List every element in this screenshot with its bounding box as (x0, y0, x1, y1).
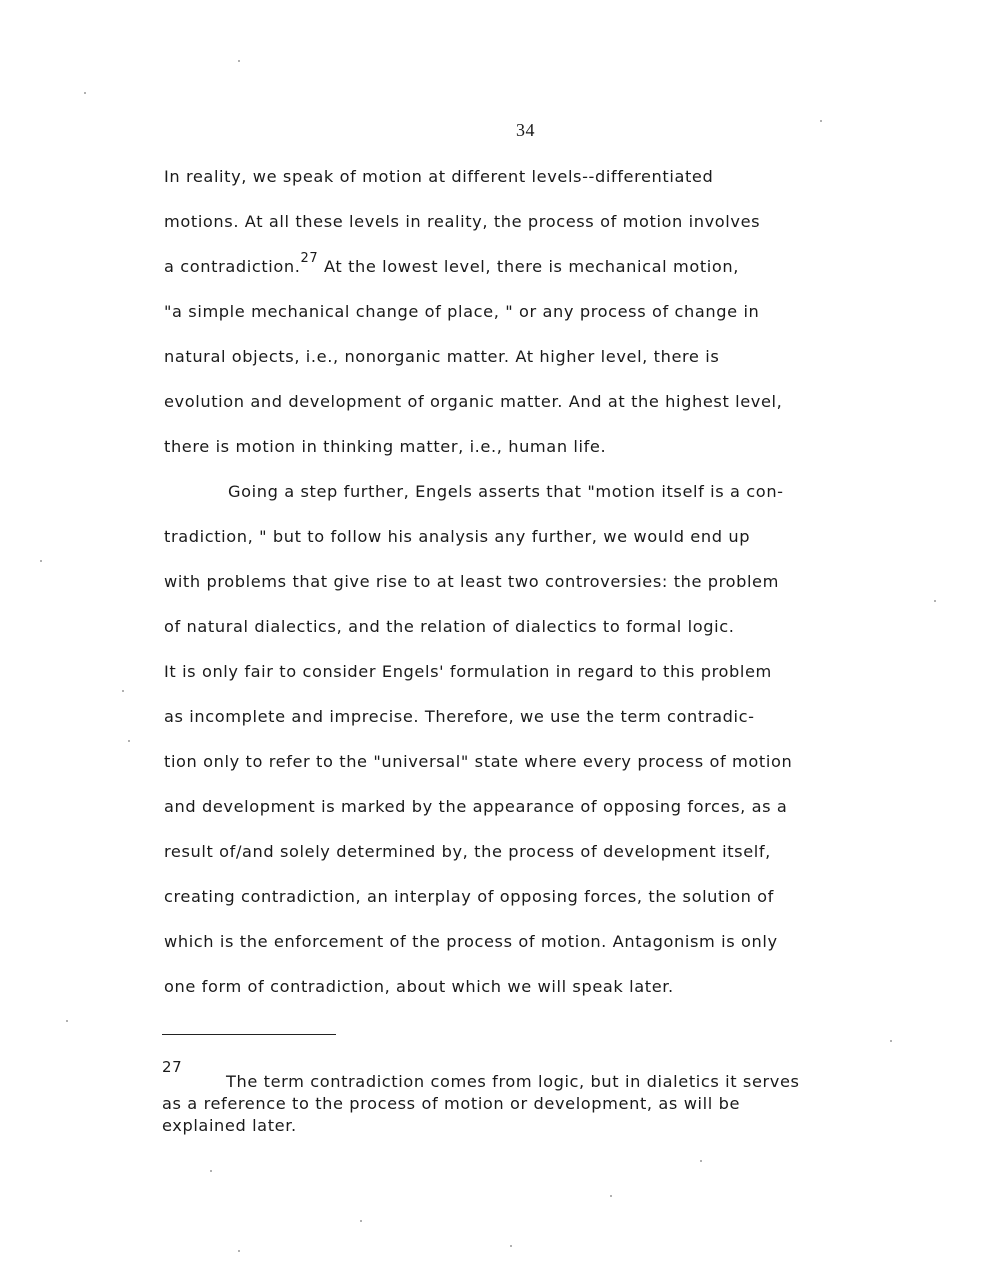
body-line: It is only fair to consider Engels' formulation in regard to this problem (164, 662, 772, 681)
page-number: 34 (516, 120, 535, 140)
body-line: one form of contradiction, about which we will speak later. (164, 977, 674, 996)
scan-speck (210, 1170, 212, 1172)
paragraph-start-line: Going a step further, Engels asserts that "motion itself is a con- (228, 482, 784, 501)
body-line: tion only to refer to the "universal" state where every process of motion (164, 752, 793, 771)
body-line: "a simple mechanical change of place, " or any process of change in (164, 302, 760, 321)
body-line: motions. At all these levels in reality, the process of motion involves (164, 212, 761, 231)
footnote-line: as a reference to the process of motion or development, as will be (162, 1094, 741, 1113)
footnote-number: 27 (162, 1058, 183, 1076)
scan-speck (84, 92, 86, 94)
scan-speck (360, 1220, 362, 1222)
body-line-text: a contradiction. (164, 257, 301, 276)
scan-speck (510, 1245, 512, 1247)
scan-speck (238, 60, 240, 62)
scan-speck (890, 1040, 892, 1042)
body-line: there is motion in thinking matter, i.e., human life. (164, 437, 607, 456)
body-line: result of/and solely determined by, the process of development itself, (164, 842, 771, 861)
body-line: creating contradiction, an interplay of opposing forces, the solution of (164, 887, 774, 906)
scan-speck (66, 1020, 68, 1022)
scan-speck (122, 690, 124, 692)
scan-speck (934, 600, 936, 602)
body-line: which is the enforcement of the process of motion. Antagonism is only (164, 932, 778, 951)
body-line: with problems that give rise to at least two controversies: the problem (164, 572, 779, 591)
body-line-text: At the lowest level, there is mechanical motion, (323, 257, 739, 276)
body-line: natural objects, i.e., nonorganic matter. At higher level, there is (164, 347, 720, 366)
scan-speck (40, 560, 42, 562)
footnote-reference: 27 (300, 250, 319, 266)
footnote-line: explained later. (162, 1116, 297, 1135)
scan-speck (610, 1195, 612, 1197)
body-text (164, 154, 924, 1009)
scan-speck (238, 1250, 240, 1252)
scan-speck (820, 120, 822, 122)
body-line: evolution and development of organic matter. And at the highest level, (164, 392, 783, 411)
body-line: and development is marked by the appearance of opposing forces, as a (164, 797, 788, 816)
body-line: tradiction, " but to follow his analysis any further, we would end up (164, 527, 751, 546)
scan-speck (700, 1160, 702, 1162)
body-line: In reality, we speak of motion at different levels--differentiated (164, 167, 714, 186)
body-line: as incomplete and imprecise. Therefore, we use the term contradic- (164, 707, 755, 726)
body-line (164, 244, 924, 289)
scan-speck (128, 740, 130, 742)
body-line: of natural dialectics, and the relation of dialectics to formal logic. (164, 617, 735, 636)
footnote-line: The term contradiction comes from logic, but in dialetics it serves (226, 1072, 800, 1091)
footnote (162, 1058, 932, 1137)
footnote-divider (162, 1034, 336, 1035)
